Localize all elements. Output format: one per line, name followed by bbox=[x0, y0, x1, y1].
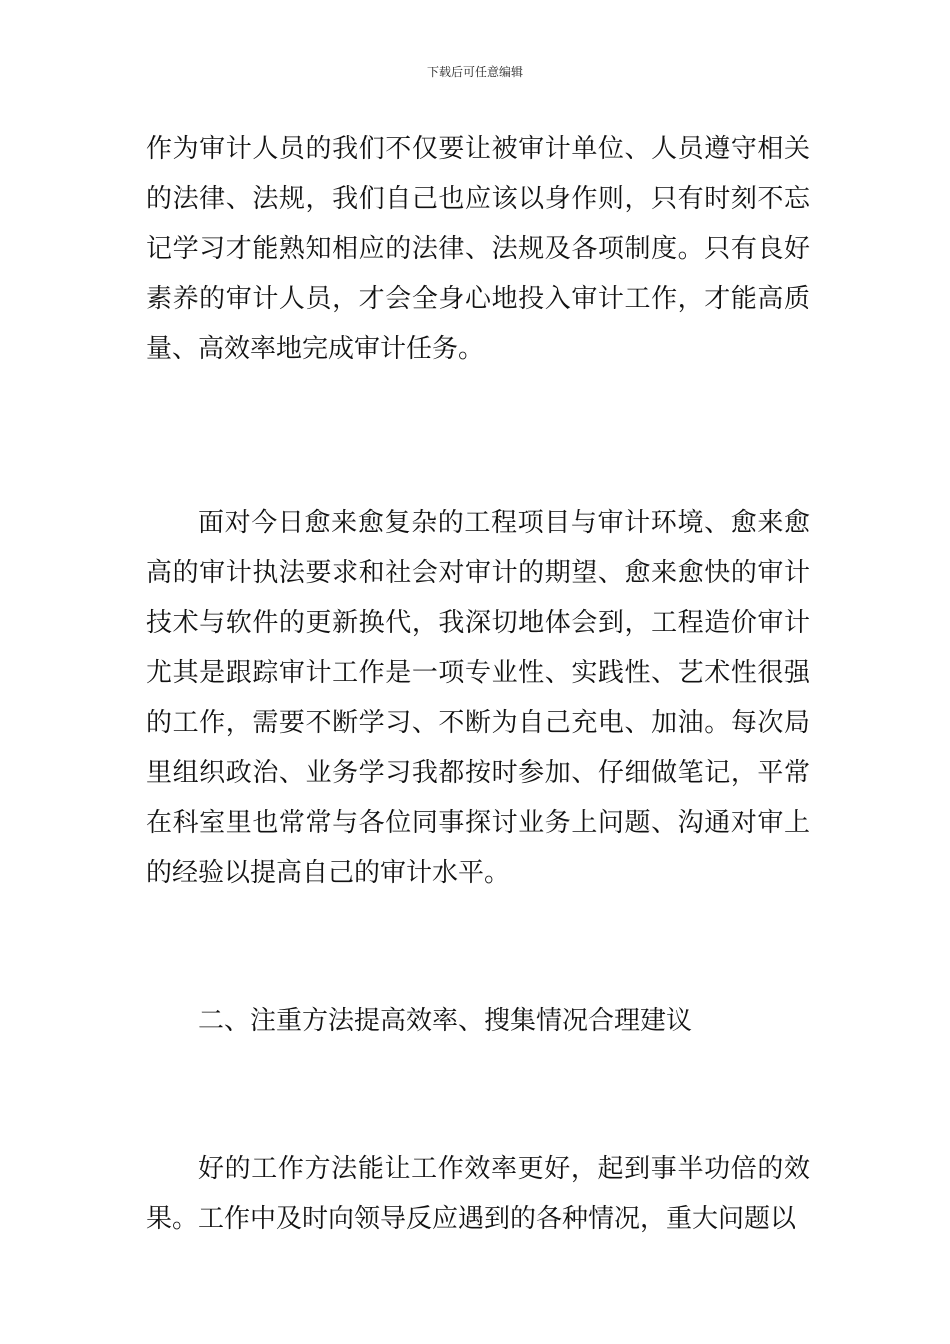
paragraph-audit-discipline: 作为审计人员的我们不仅要让被审计单位、人员遵守相关的法律、法规，我们自己也应该以身作则，只有时刻不忘记学习才能熟知相应的法律、法规及各项制度。只有良好素养的审计人员，才会全身心地投入审计工作，才能高质量、高效率地完成审计任务。 bbox=[146, 134, 810, 364]
paragraph-spacer bbox=[146, 898, 810, 996]
paragraph-spacer bbox=[146, 374, 810, 498]
paragraph-spacer bbox=[146, 1046, 810, 1144]
section-heading-methods: 二、注重方法提高效率、搜集情况合理建议 bbox=[198, 1006, 693, 1036]
paragraph-work-methods: 好的工作方法能让工作效率更好，起到事半功倍的效果。工作中及时向领导反应遇到的各种情况，重大问题以 bbox=[146, 1154, 810, 1234]
page-header-note: 下载后可任意编辑 bbox=[426, 65, 523, 79]
paragraph-continuous-learning: 面对今日愈来愈复杂的工程项目与审计环境、愈来愈高的审计执法要求和社会对审计的期望、愈来愈快的审计技术与软件的更新换代，我深切地体会到，工程造价审计尤其是跟踪审计工作是一项专业性、实践性、艺术性很强的工作，需要不断学习、不断为自己充电、加油。每次局里组织政治、业务学习我都按时参加、仔细做笔记，平常在科室里也常常与各位同事探讨业务上问题、沟通对审上的经验以提高自己的审计水平。 bbox=[146, 508, 810, 888]
document-body bbox=[146, 124, 810, 1244]
